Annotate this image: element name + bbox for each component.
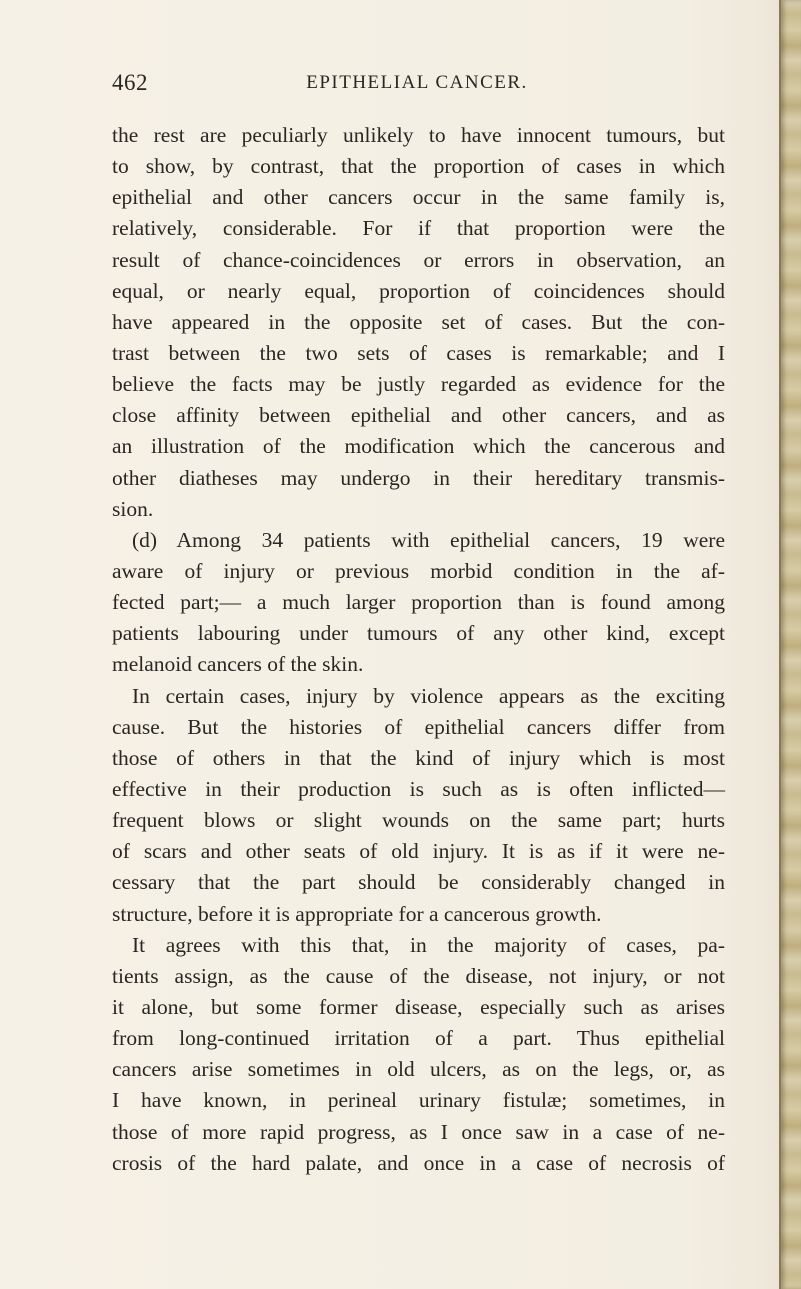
- text-line: (d) Among 34 patients with epithelial cancers, 19 were: [132, 527, 725, 552]
- text-line: an illustration of the modification which the cancerous and: [112, 434, 725, 459]
- text-line: close affinity between epithelial and other cancers, and as: [112, 403, 725, 428]
- text-line: cancers arise sometimes in old ulcers, as on the legs, or, as: [112, 1057, 725, 1082]
- text-line: frequent blows or slight wounds on the same part; hurts: [112, 808, 725, 833]
- book-page-edge: [779, 0, 801, 1289]
- text-line: of scars and other seats of old injury. It is as if it were ne-: [112, 839, 725, 864]
- text-line: trast between the two sets of cases is remarkable; and I: [112, 340, 725, 365]
- text-line: cause. But the histories of epithelial cancers differ from: [112, 714, 725, 739]
- text-line: epithelial and other cancers occur in the same family is,: [112, 185, 725, 210]
- text-line: tients assign, as the cause of the disease, not injury, or not: [112, 963, 725, 988]
- body-text: [112, 120, 725, 1179]
- text-line: from long-continued irritation of a part. Thus epithelial: [112, 1026, 725, 1051]
- text-line: cessary that the part should be considerably changed in: [112, 870, 725, 895]
- text-line: result of chance-coincidences or errors in observation, an: [112, 247, 725, 272]
- text-line: effective in their production is such as is often inflicted—: [112, 776, 725, 801]
- text-line: have appeared in the opposite set of cases. But the con-: [112, 309, 725, 334]
- text-line: the rest are peculiarly unlikely to have innocent tumours, but: [112, 123, 725, 147]
- text-line: aware of injury or previous morbid condition in the af-: [112, 558, 725, 583]
- page-number: 462: [112, 70, 148, 95]
- text-line: melanoid cancers of the skin.: [112, 652, 364, 677]
- text-line: equal, or nearly equal, proportion of coincidences should: [112, 278, 725, 303]
- text-line: other diatheses may undergo in their hereditary transmis-: [112, 465, 725, 490]
- text-line: patients labouring under tumours of any other kind, except: [112, 621, 725, 646]
- text-line: it alone, but some former disease, especially such as arises: [112, 994, 725, 1019]
- text-line: fected part;— a much larger proportion than is found among: [112, 590, 725, 615]
- text-line: relatively, considerable. For if that proportion were the: [112, 216, 725, 241]
- page-header: [112, 70, 722, 102]
- text-line: those of others in that the kind of injury which is most: [112, 745, 725, 770]
- text-line: to show, by contrast, that the proportion of cases in which: [112, 154, 725, 179]
- text-line: believe the facts may be justly regarded as evidence for the: [112, 372, 725, 397]
- text-line: structure, before it is appropriate for a cancerous growth.: [112, 901, 602, 926]
- text-line: crosis of the hard palate, and once in a case of necrosis of: [112, 1150, 725, 1175]
- text-line: In certain cases, injury by violence appears as the exciting: [132, 683, 725, 708]
- text-line: those of more rapid progress, as I once saw in a case of ne-: [112, 1119, 725, 1144]
- running-head: EPITHELIAL CANCER.: [306, 72, 528, 93]
- text-line: sion.: [112, 496, 154, 521]
- text-line: It agrees with this that, in the majority of cases, pa-: [132, 932, 725, 957]
- text-line: I have known, in perineal urinary fistulæ; sometimes, in: [112, 1088, 725, 1113]
